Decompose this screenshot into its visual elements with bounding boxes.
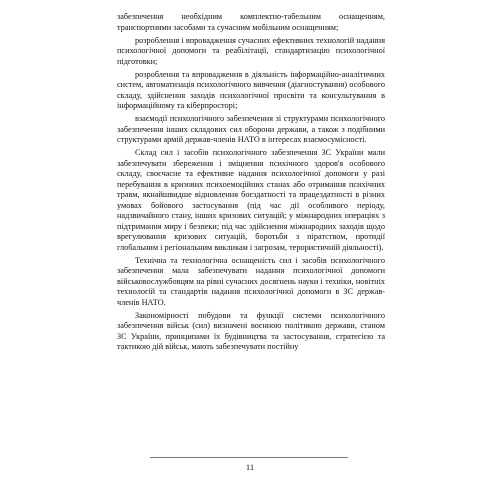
paragraph-psych-technologies: розроблення і впровадження сучасних ефективних технологій надання психологічної допомоги та реабілітації, стандартизацію психологічної підготовки; xyxy=(117,35,385,66)
paragraph-system-principles: Закономірності побудови та функції системи психологічного забезпечення військ (сил) визначені воєнною політикою держави, станом ЗС України, принципами їх будівництва та застосування, стратегією та тактикою дій військ, мають забезпечувати постійну xyxy=(117,310,385,351)
footer-divider xyxy=(150,457,348,458)
paragraph-technical-equipment: Технічна та технологічна оснащеність сил і засобів психологічного забезпечення мала забезпечувати надання психологічної допомоги військовослужбовцям на рівні сучасних досягнень науки і техніки, новітніх технологій та стандартів надання психологічної допомоги в ЗС держав-членів НАТО. xyxy=(117,255,385,307)
paragraph-continuation: забезпечення необхідним комплектно-табельним оснащенням, транспортними засобами та сучасним мобільним оснащенням; xyxy=(117,12,385,32)
body-text xyxy=(117,12,385,355)
page-number: 11 xyxy=(245,462,255,472)
paragraph-forces-composition: Склад сил і засобів психологічного забезпечення ЗС України мали забезпечувати збереження і зміцнення психічного здоров'я особового складу, своєчасне та ефективне надання психологічної допомоги у разі перебування в кризових психоемоційних станах або отримання психічних травм, якнайшвидше відновлення боєздатності та працездатності в різних умовах бойового застосування (під час дії особливого періоду, надзвичайного стану, інших кризових ситуацій; у міжнародних операціях з підтримання миру і безпеки; під час здійснення міжнародних заходів щодо врегулювання кризових ситуацій, боротьби з піратством, протидії глобальним і регіональним викликам і загрозам, терористичній діяльності). xyxy=(117,148,385,252)
paragraph-information-systems: розроблення та впровадження в діяльність інформаційно-аналітичних систем, автоматизація психологічного вивчення (діагностування) особового складу, здійснення заходів психологічної просвіти та консультування в інформаційному та кіберпросторі; xyxy=(117,69,385,110)
paragraph-nato-interaction: взаємодії психологічного забезпечення зі структурами психологічного забезпечення інших складових сил оборони держави, а також з подібними структурами армій держав-членів НАТО в інтересах взаємосумісності. xyxy=(117,114,385,144)
